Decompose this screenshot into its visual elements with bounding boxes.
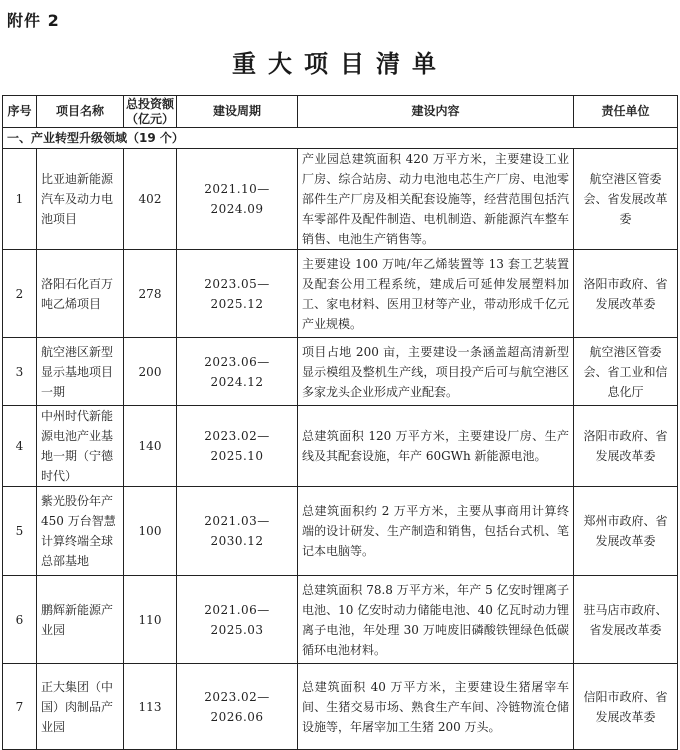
responsible-unit: 驻马店市政府、省发展改革委 [574, 576, 678, 664]
project-name: 紫光股份年产 450 万台智慧计算终端全球总部基地 [37, 487, 124, 576]
construction-content: 产业园总建筑面积 420 万平方米，主要建设工业厂房、综合站房、动力电池电芯生产厂房、电池零部件生产厂房及相关配套设施等，经营范围包括汽车零部件及配件制造、电机制造、新能源汽车整车销售、电池生产销售等。 [298, 149, 574, 250]
table-row [3, 406, 678, 487]
investment-value: 140 [124, 406, 177, 487]
investment-value: 278 [124, 250, 177, 338]
table-row [3, 250, 678, 338]
construction-content: 主要建设 100 万吨/年乙烯装置等 13 套工艺装置及配套公用工程系统，建成后可延伸发展塑料加工、家电材料、医用卫材等产业，带动形成千亿元产业规模。 [298, 250, 574, 338]
construction-period: 2023.05—2025.12 [177, 250, 298, 338]
column-header-investment: 总投资额（亿元） [124, 96, 177, 128]
project-name: 中州时代新能源电池产业基地一期（宁德时代） [37, 406, 124, 487]
project-name: 洛阳石化百万吨乙烯项目 [37, 250, 124, 338]
table-row [3, 149, 678, 250]
row-number: 6 [3, 576, 37, 664]
construction-content: 总建筑面积 40 万平方米，主要建设生猪屠宰车间、生猪交易市场、熟食生产车间、冷链物流仓储设施等，年屠宰加工生猪 200 万头。 [298, 664, 574, 750]
investment-value: 200 [124, 338, 177, 406]
column-header-no: 序号 [3, 96, 37, 128]
project-name: 正大集团（中国）肉制品产业园 [37, 664, 124, 750]
column-header-name: 项目名称 [37, 96, 124, 128]
row-number: 4 [3, 406, 37, 487]
responsible-unit: 信阳市政府、省发展改革委 [574, 664, 678, 750]
row-number: 3 [3, 338, 37, 406]
investment-value: 402 [124, 149, 177, 250]
responsible-unit: 航空港区管委会、省工业和信息化厅 [574, 338, 678, 406]
investment-value: 113 [124, 664, 177, 750]
construction-content: 项目占地 200 亩，主要建设一条涵盖超高清新型显示模组及整机生产线，项目投产后可与航空港区多家龙头企业形成产业配套。 [298, 338, 574, 406]
table-row [3, 664, 678, 750]
construction-period: 2023.06—2024.12 [177, 338, 298, 406]
responsible-unit: 郑州市政府、省发展改革委 [574, 487, 678, 576]
row-number: 1 [3, 149, 37, 250]
construction-content: 总建筑面积 78.8 万平方米，年产 5 亿安时锂离子电池、10 亿安时动力储能电池、40 亿瓦时动力锂离子电池，年处理 30 万吨废旧磷酸铁锂绿色低碳循环电池材料。 [298, 576, 574, 664]
column-header-content: 建设内容 [298, 96, 574, 128]
column-header-responsible: 责任单位 [574, 96, 678, 128]
project-name: 航空港区新型显示基地项目一期 [37, 338, 124, 406]
attachment-label: 附件 2 [7, 11, 60, 30]
responsible-unit: 洛阳市政府、省发展改革委 [574, 406, 678, 487]
construction-period: 2023.02—2025.10 [177, 406, 298, 487]
section-row [3, 128, 678, 149]
table-row [3, 487, 678, 576]
construction-content: 总建筑面积约 2 万平方米，主要从事商用计算终端的设计研发、生产制造和销售，包括台式机、笔记本电脑等。 [298, 487, 574, 576]
construction-period: 2021.10—2024.09 [177, 149, 298, 250]
construction-period: 2021.06—2025.03 [177, 576, 298, 664]
column-header-period: 建设周期 [177, 96, 298, 128]
investment-value: 110 [124, 576, 177, 664]
construction-content: 总建筑面积 120 万平方米，主要建设厂房、生产线及其配套设施，年产 60GWh 新能源电池。 [298, 406, 574, 487]
table-header-row [3, 96, 678, 128]
responsible-unit: 航空港区管委会、省发展改革委 [574, 149, 678, 250]
construction-period: 2023.02—2026.06 [177, 664, 298, 750]
responsible-unit: 洛阳市政府、省发展改革委 [574, 250, 678, 338]
row-number: 2 [3, 250, 37, 338]
page-title: 重大项目清单 [232, 50, 448, 78]
construction-period: 2021.03—2030.12 [177, 487, 298, 576]
project-name: 比亚迪新能源汽车及动力电池项目 [37, 149, 124, 250]
table-row [3, 338, 678, 406]
project-name: 鹏辉新能源产业园 [37, 576, 124, 664]
row-number: 7 [3, 664, 37, 750]
project-table [2, 95, 678, 750]
table-row [3, 576, 678, 664]
section-title: 一、产业转型升级领域（19 个） [3, 128, 678, 149]
investment-value: 100 [124, 487, 177, 576]
row-number: 5 [3, 487, 37, 576]
